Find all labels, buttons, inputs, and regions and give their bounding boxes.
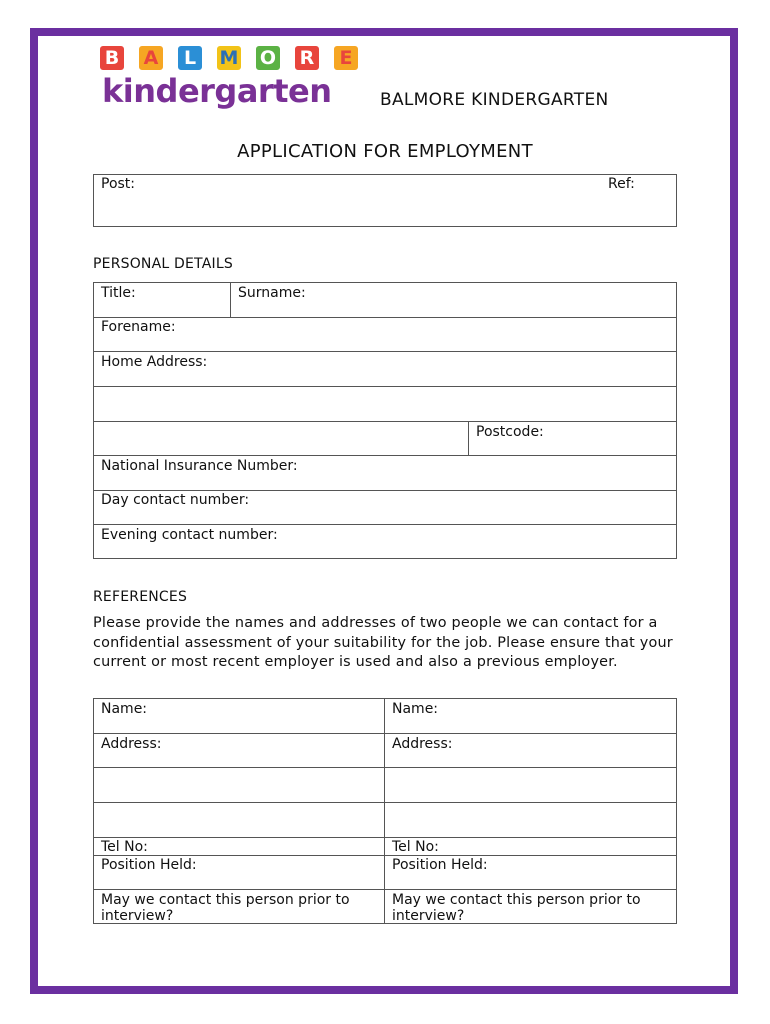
ref1-contact-question: May we contact this person prior to [101,892,350,908]
divider [93,351,677,352]
divider [93,421,677,422]
divider [93,524,677,525]
ref2-contact-question: May we contact this person prior to [392,892,641,908]
divider [230,282,231,317]
references-instructions: Please provide the names and addresses of two people we can contact for a confidential assessment of your suitability for the job. Please ensure that your current or most recent employer is used and also a previous employer. [93,615,673,670]
organisation-name: BALMORE KINDERGARTEN [380,90,609,110]
logo-letter-tile: A [137,44,165,72]
ref2-contact-question-cont: interview? [392,908,465,924]
divider [93,733,677,734]
divider [384,698,385,924]
ref1-name-label: Name: [101,701,148,717]
home-address-field-label: Home Address: [101,354,208,370]
references-heading: REFERENCES [93,589,188,605]
divider [93,855,677,856]
logo-letter-tile: R [293,44,321,72]
divider [93,767,677,768]
divider [93,455,677,456]
divider [93,837,677,838]
page-title: APPLICATION FOR EMPLOYMENT [237,141,533,162]
divider [93,490,677,491]
post-ref-box[interactable] [93,174,677,227]
balmore-kindergarten-logo [98,44,372,110]
ref2-tel-label: Tel No: [392,839,439,855]
logo-letter-tile: E [332,44,360,72]
divider [93,802,677,803]
ref1-position-label: Position Held: [101,857,197,873]
surname-field-label: Surname: [238,285,306,301]
ref2-address-label: Address: [392,736,453,752]
ref-label: Ref: [608,176,635,192]
ref2-position-label: Position Held: [392,857,488,873]
post-label: Post: [101,176,136,192]
forename-field-label: Forename: [101,319,176,335]
postcode-field-label: Postcode: [476,424,544,440]
personal-details-heading: PERSONAL DETAILS [93,256,233,272]
ref2-name-label: Name: [392,701,439,717]
logo-letter-tile: O [254,44,282,72]
ref1-tel-label: Tel No: [101,839,148,855]
divider [93,317,677,318]
divider [93,889,677,890]
evening-contact-field-label: Evening contact number: [101,527,278,543]
logo-letter-tile: L [176,44,204,72]
ref1-contact-question-cont: interview? [101,908,174,924]
day-contact-field-label: Day contact number: [101,492,250,508]
references-table [93,698,677,924]
ref1-address-label: Address: [101,736,162,752]
logo-letter-tile: B [98,44,126,72]
divider [93,386,677,387]
logo-wordmark: kindergarten [102,72,332,110]
title-field-label: Title: [101,285,136,301]
divider [468,421,469,456]
ni-number-field-label: National Insurance Number: [101,458,298,474]
logo-letter-tile: M [215,44,243,72]
